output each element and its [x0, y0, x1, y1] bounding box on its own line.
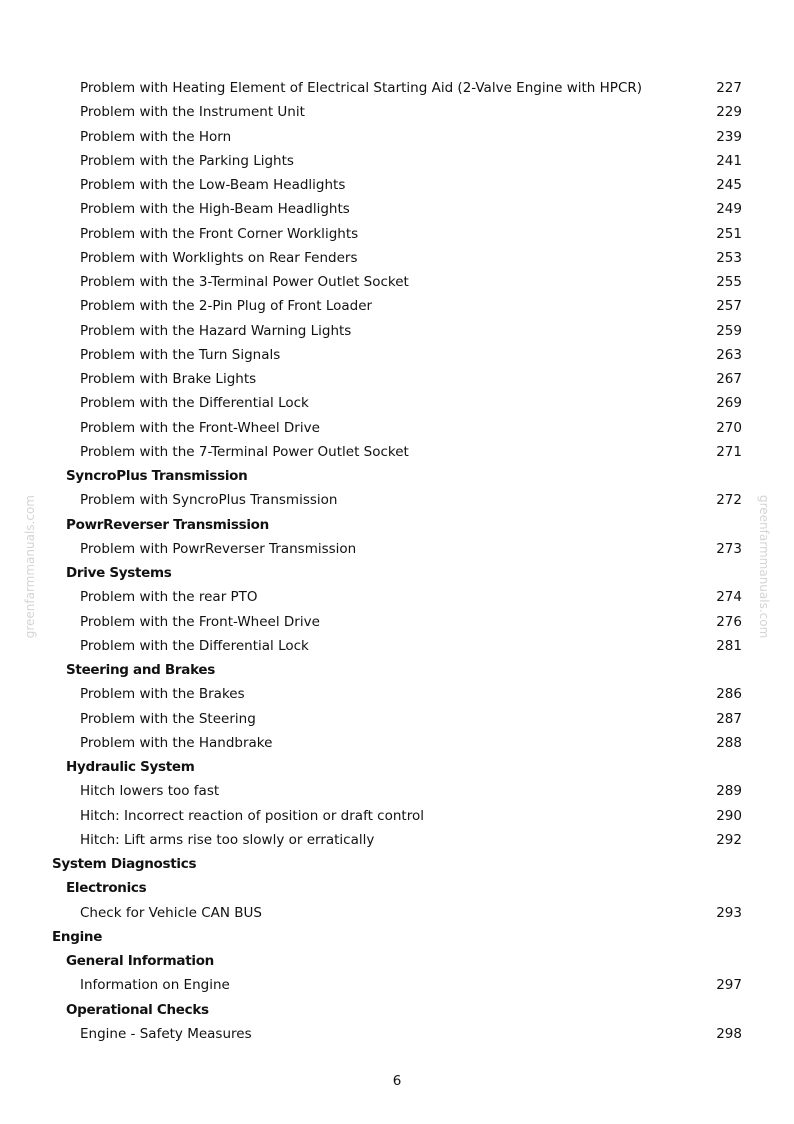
toc-entry-title: Engine - Safety Measures — [80, 1025, 252, 1042]
toc-section-heading — [0, 925, 794, 949]
toc-heading-title: PowrReverser Transmission — [66, 516, 269, 533]
toc-page-number: 229 — [716, 104, 742, 121]
table-of-contents — [0, 76, 794, 1046]
toc-entry[interactable] — [0, 779, 794, 803]
toc-page-number: 269 — [716, 395, 742, 412]
toc-entry[interactable] — [0, 173, 794, 197]
toc-page-number: 249 — [716, 201, 742, 218]
toc-entry[interactable] — [0, 804, 794, 828]
toc-entry-title: Problem with the Brakes — [80, 686, 245, 703]
toc-entry[interactable] — [0, 440, 794, 464]
toc-page-number: 293 — [716, 904, 742, 921]
toc-entry-title: Problem with the Turn Signals — [80, 346, 281, 363]
toc-page-number: 239 — [716, 128, 742, 145]
toc-entry[interactable] — [0, 149, 794, 173]
toc-section-heading — [0, 513, 794, 537]
toc-entry[interactable] — [0, 1022, 794, 1046]
toc-entry[interactable] — [0, 319, 794, 343]
toc-page-number: 290 — [716, 807, 742, 824]
toc-entry-title: Check for Vehicle CAN BUS — [80, 904, 263, 921]
toc-entry-title: Problem with the 2-Pin Plug of Front Loader — [80, 298, 373, 315]
toc-page-number: 281 — [716, 637, 742, 654]
toc-entry-title: Problem with the Front-Wheel Drive — [80, 419, 320, 436]
toc-page-number: 263 — [716, 346, 742, 363]
toc-entry[interactable] — [0, 222, 794, 246]
toc-entry[interactable] — [0, 973, 794, 997]
toc-page-number: 259 — [716, 322, 742, 339]
toc-entry[interactable] — [0, 682, 794, 706]
toc-entry[interactable] — [0, 416, 794, 440]
toc-entry-title: Problem with the Parking Lights — [80, 152, 294, 169]
toc-heading-title: Engine — [52, 928, 103, 945]
toc-entry-title: Problem with the Front Corner Worklights — [80, 225, 359, 242]
toc-entry[interactable] — [0, 343, 794, 367]
toc-entry[interactable] — [0, 901, 794, 925]
toc-entry[interactable] — [0, 100, 794, 124]
watermark-left: greenfarmmanuals.com — [23, 495, 37, 639]
toc-entry-title: Problem with the Handbrake — [80, 734, 273, 751]
toc-entry-title: Problem with the Differential Lock — [80, 395, 309, 412]
toc-heading-title: System Diagnostics — [52, 856, 197, 872]
toc-entry-title: Problem with PowrReverser Transmission — [80, 540, 357, 557]
toc-entry-title: Problem with the Horn — [80, 128, 232, 145]
toc-section-heading — [0, 852, 794, 876]
toc-section-heading — [0, 949, 794, 973]
toc-page-number: 272 — [716, 492, 742, 509]
toc-page-number: 257 — [716, 298, 742, 315]
toc-page-number: 288 — [716, 734, 742, 751]
toc-entry[interactable] — [0, 828, 794, 852]
toc-entry[interactable] — [0, 537, 794, 561]
toc-heading-title: Operational Checks — [66, 1001, 209, 1018]
toc-page-number: 227 — [716, 80, 742, 96]
toc-entry[interactable] — [0, 707, 794, 731]
toc-heading-title: Electronics — [66, 880, 147, 897]
toc-section-heading — [0, 755, 794, 779]
toc-entry[interactable] — [0, 76, 794, 100]
toc-entry-title: Problem with the Steering — [80, 710, 256, 727]
toc-page-number: 289 — [716, 783, 742, 800]
toc-entry-title: Problem with the Instrument Unit — [80, 104, 305, 121]
toc-entry-title: Problem with Worklights on Rear Fenders — [80, 249, 358, 266]
toc-entry-title: Hitch lowers too fast — [80, 783, 220, 800]
toc-page-number: 255 — [716, 274, 742, 290]
toc-page-number: 297 — [716, 977, 742, 994]
toc-page-number: 271 — [716, 443, 742, 460]
toc-entry-title: Problem with Heating Element of Electrical Starting Aid (2-Valve Engine with HPCR) — [80, 80, 643, 96]
toc-page-number: 253 — [716, 249, 742, 266]
toc-heading-title: Drive Systems — [66, 565, 172, 581]
toc-page-number: 286 — [716, 686, 742, 703]
toc-page-number: 273 — [716, 540, 742, 557]
toc-entry[interactable] — [0, 488, 794, 512]
toc-heading-title: General Information — [66, 953, 214, 969]
toc-section-heading — [0, 464, 794, 488]
toc-entry-title: Hitch: Lift arms rise too slowly or erratically — [80, 831, 375, 848]
toc-entry-title: Problem with the Differential Lock — [80, 637, 309, 654]
toc-entry[interactable] — [0, 731, 794, 755]
toc-entry[interactable] — [0, 294, 794, 318]
toc-entry-title: Problem with the Front-Wheel Drive — [80, 613, 320, 630]
toc-entry[interactable] — [0, 270, 794, 294]
toc-entry-title: Problem with Brake Lights — [80, 371, 257, 387]
toc-section-heading — [0, 658, 794, 682]
toc-section-heading — [0, 561, 794, 585]
toc-entry-title: Problem with the 7-Terminal Power Outlet Socket — [80, 443, 409, 460]
toc-entry[interactable] — [0, 246, 794, 270]
toc-section-heading — [0, 998, 794, 1022]
toc-entry-title: Hitch: Incorrect reaction of position or draft control — [80, 807, 424, 824]
toc-entry[interactable] — [0, 367, 794, 391]
toc-entry[interactable] — [0, 634, 794, 658]
toc-heading-title: Hydraulic System — [66, 759, 195, 775]
toc-page-number: 276 — [716, 613, 742, 630]
toc-page-number: 241 — [716, 152, 742, 169]
toc-entry[interactable] — [0, 391, 794, 415]
toc-page-number: 287 — [716, 710, 742, 727]
toc-page-number: 251 — [716, 225, 742, 242]
toc-page-number: 274 — [716, 589, 742, 606]
toc-entry-title: Problem with the High-Beam Headlights — [80, 201, 350, 218]
toc-page-number: 245 — [716, 177, 742, 193]
toc-entry[interactable] — [0, 125, 794, 149]
toc-entry-title: Problem with the Hazard Warning Lights — [80, 322, 352, 339]
toc-page-number: 267 — [716, 371, 742, 387]
toc-page-number: 270 — [716, 419, 742, 436]
toc-heading-title: SyncroPlus Transmission — [66, 468, 248, 484]
toc-entry-title: Information on Engine — [80, 977, 230, 994]
toc-section-heading — [0, 876, 794, 900]
watermark-right: greenfarmmanuals.com — [757, 495, 771, 639]
page-number: 6 — [392, 1073, 402, 1089]
toc-entry-title: Problem with the rear PTO — [80, 589, 258, 606]
toc-entry[interactable] — [0, 585, 794, 609]
toc-entry[interactable] — [0, 197, 794, 221]
toc-heading-title: Steering and Brakes — [66, 662, 215, 678]
toc-page-number: 298 — [716, 1025, 742, 1042]
toc-page-number: 292 — [716, 831, 742, 848]
toc-entry-title: Problem with SyncroPlus Transmission — [80, 492, 338, 509]
toc-entry-title: Problem with the Low-Beam Headlights — [80, 177, 346, 193]
toc-entry-title: Problem with the 3-Terminal Power Outlet Socket — [80, 274, 409, 290]
toc-entry[interactable] — [0, 610, 794, 634]
